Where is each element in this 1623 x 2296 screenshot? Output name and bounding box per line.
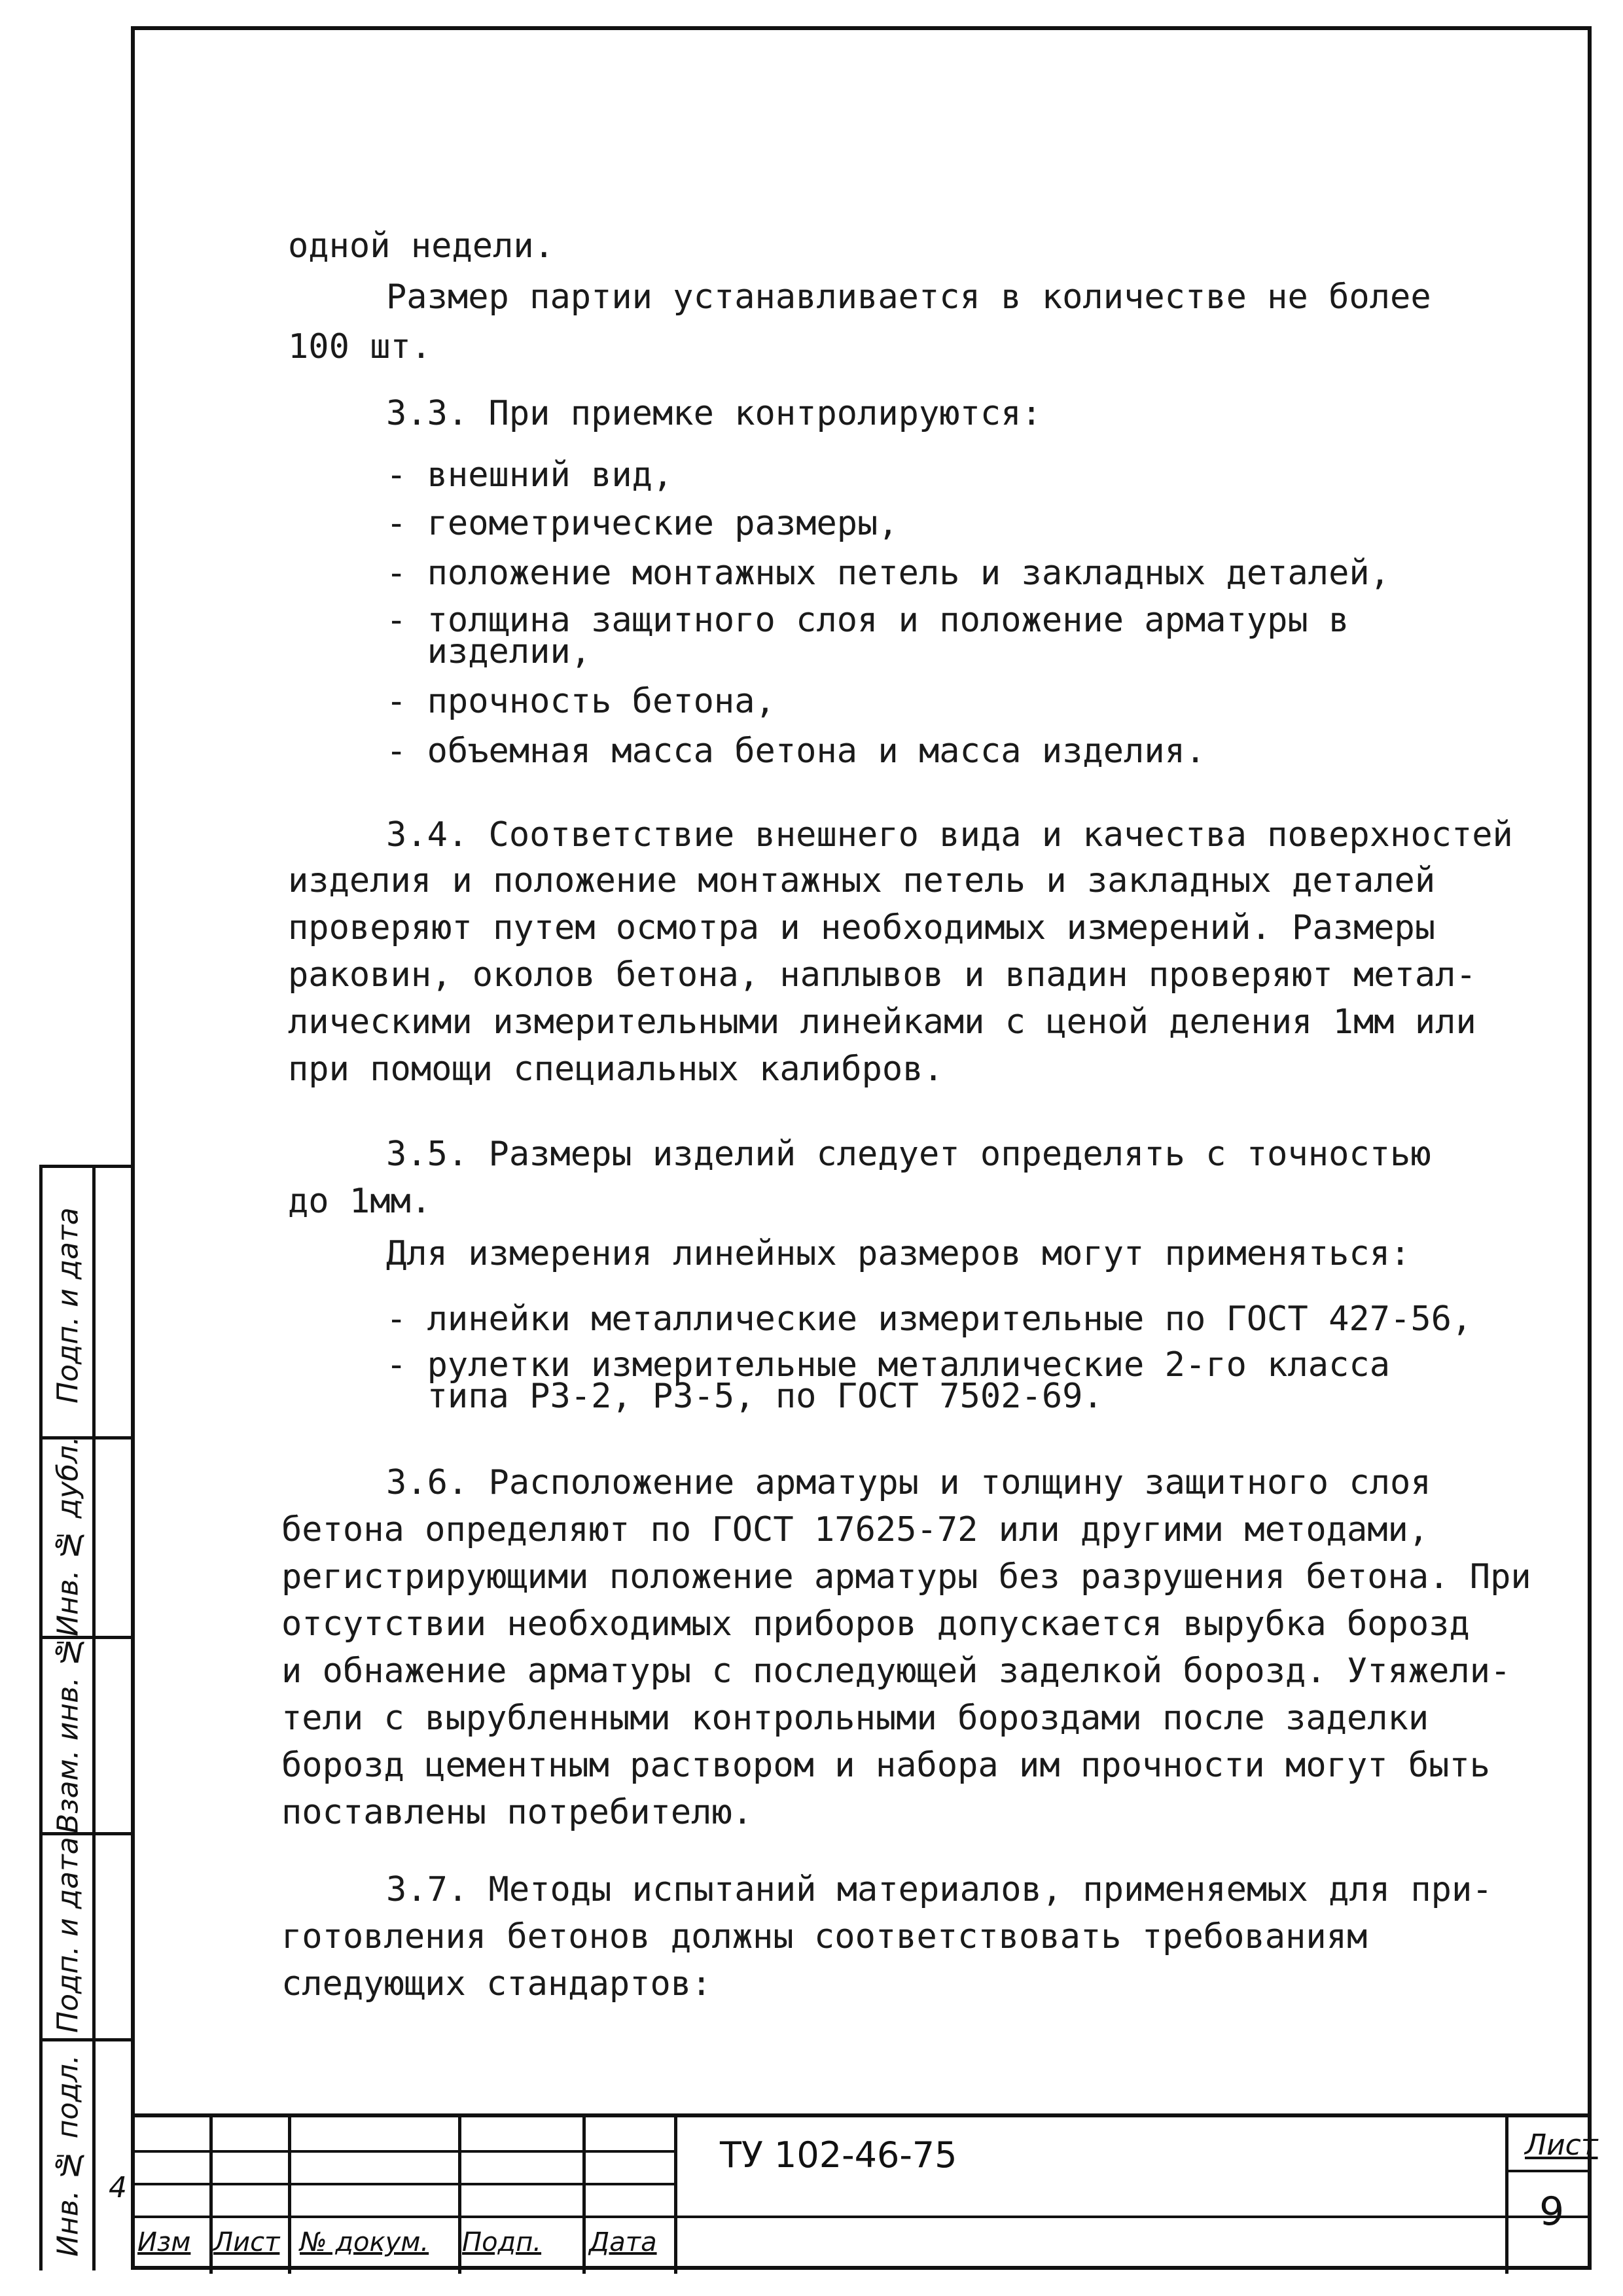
- list-item: - рулетки измерительные металлические 2-го класса: [386, 1345, 1391, 1385]
- text-line: одной недели.: [288, 226, 554, 266]
- strip-label-dup-inv: Инв. № дубл.: [51, 1436, 85, 1636]
- list-item: изделии,: [386, 632, 592, 671]
- list-item: - положение монтажных петель и закладных деталей,: [386, 554, 1391, 593]
- text-line: 3.4. Соответствие внешнего вида и качества поверхностей: [386, 815, 1513, 855]
- column-label-signature: Подп.: [462, 2227, 542, 2257]
- strip-label-sign-date: Подп. и дата: [51, 1207, 85, 1404]
- text-line: 3.7. Методы испытаний материалов, применяемых для при-: [386, 1870, 1493, 1909]
- sheet-number: 9: [1539, 2189, 1565, 2234]
- strip-label-orig-inv: Инв. № подл.: [51, 2055, 85, 2257]
- stamp-col-line: [288, 2117, 291, 2274]
- text-line: готовления бетонов должны соответствовать требованиям: [281, 1917, 1368, 1956]
- margin-strip: [39, 1165, 135, 2270]
- document-code: ТУ 102-46-75: [720, 2134, 957, 2176]
- text-line: борозд цементным раствором и набора им прочности могут быть: [281, 1746, 1491, 1785]
- text-line: 100 шт.: [288, 327, 432, 366]
- text-line: до 1мм.: [288, 1182, 432, 1221]
- list-item: - объемная масса бетона и масса изделия.: [386, 732, 1206, 771]
- list-item: - геометрические размеры,: [386, 504, 899, 543]
- column-label-doc-number: № докум.: [300, 2227, 429, 2257]
- stamp-col-line: [674, 2117, 677, 2274]
- list-item: - внешний вид,: [386, 455, 673, 495]
- list-item: типа РЗ-2, РЗ-5, по ГОСТ 7502-69.: [386, 1377, 1103, 1416]
- strip-label-replace-inv: Взам. инв. №: [51, 1634, 85, 1833]
- text-line: при помощи специальных калибров.: [288, 1050, 944, 1089]
- text-line: регистрирующими положение арматуры без разрушения бетона. При: [281, 1557, 1531, 1597]
- column-label-sheet: Лист: [213, 2227, 280, 2257]
- stamp-col-line: [458, 2117, 461, 2274]
- strip-divider: [43, 2038, 135, 2041]
- list-item: - прочность бетона,: [386, 682, 776, 721]
- text-line: Размер партии устанавливается в количестве не более: [386, 277, 1431, 317]
- text-line: 3.5. Размеры изделий следует определять с точностью: [386, 1135, 1431, 1174]
- column-label-date: Дата: [589, 2227, 657, 2257]
- stamp-col-line: [582, 2117, 586, 2274]
- stamp-row-line: [1505, 2170, 1592, 2172]
- column-label-change: Изм: [137, 2227, 191, 2257]
- strip-column-divider: [92, 1168, 96, 2270]
- text-line: поставлены потребителю.: [281, 1793, 753, 1832]
- text-line: отсутствии необходимых приборов допускается вырубка борозд: [281, 1604, 1470, 1644]
- sheet-label: Лист: [1525, 2128, 1598, 2162]
- margin-note: 4: [109, 2171, 127, 2204]
- text-line: 3.3. При приемке контролируются:: [386, 394, 1042, 433]
- text-line: бетона определяют по ГОСТ 17625-72 или другими методами,: [281, 1510, 1429, 1549]
- stamp-col-line: [209, 2117, 213, 2274]
- text-line: 3.6. Расположение арматуры и толщину защитного слоя: [386, 1463, 1431, 1502]
- list-item: - толщина защитного слоя и положение арматуры в: [386, 601, 1349, 640]
- stamp-row-line: [131, 2216, 1592, 2218]
- text-line: раковин, околов бетона, наплывов и впадин проверяют метал-: [288, 955, 1476, 995]
- text-line: изделия и положение монтажных петель и закладных деталей: [288, 861, 1436, 900]
- text-line: и обнажение арматуры с последующей заделкой борозд. Утяжели-: [281, 1651, 1511, 1691]
- list-item: - линейки металлические измерительные по ГОСТ 427-56,: [386, 1299, 1472, 1339]
- stamp-col-line: [1505, 2117, 1508, 2274]
- text-line: лическими измерительными линейками с ценой деления 1мм или: [288, 1002, 1476, 1042]
- text-line: проверяют путем осмотра и необходимых измерений. Размеры: [288, 908, 1436, 947]
- strip-label-sign-date-2: Подп. и дата: [51, 1837, 85, 2034]
- text-line: следующих стандартов:: [281, 1964, 712, 2004]
- text-line: тели с вырубленными контрольными бороздами после заделки: [281, 1699, 1429, 1738]
- text-line: Для измерения линейных размеров могут применяться:: [386, 1234, 1411, 1273]
